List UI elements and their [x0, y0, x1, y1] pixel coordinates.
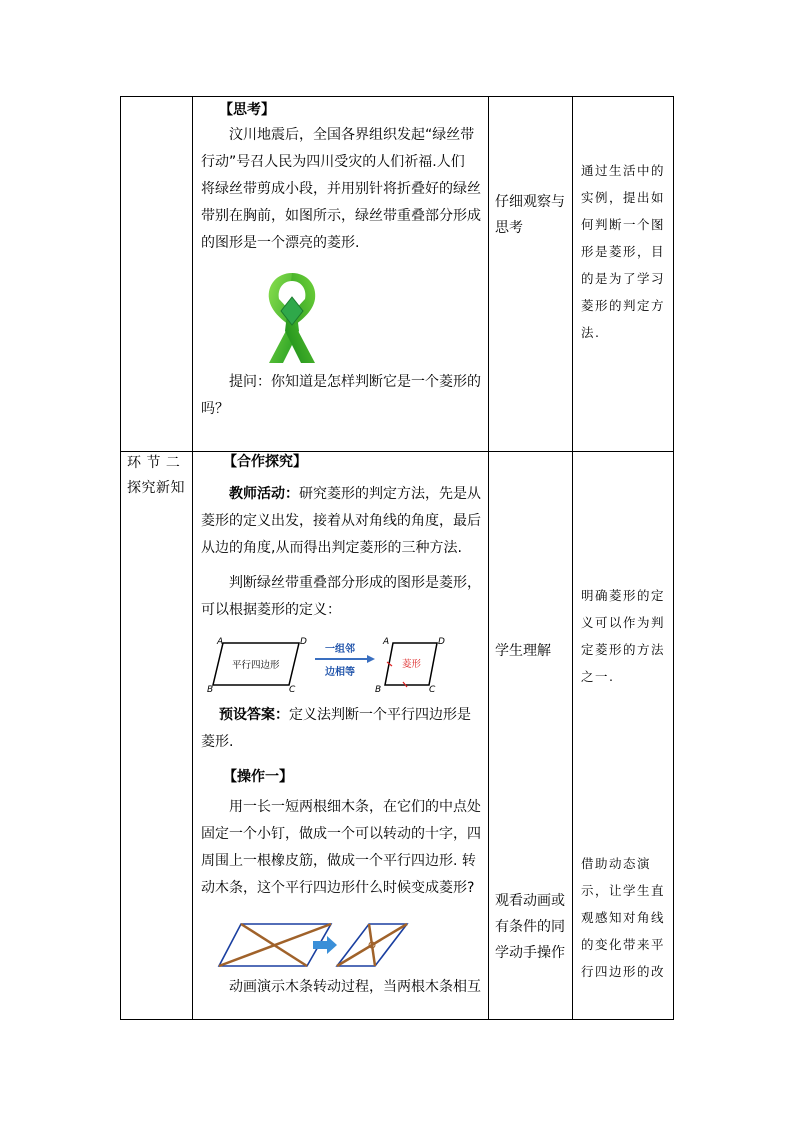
operation-line-3: 周围上一根橡皮筋，做成一个平行四边形. 转: [201, 853, 476, 869]
intent-line-1: 通过生活中的: [581, 163, 666, 178]
teacher-line-1: 教师活动：研究菱形的判定方法，先是从: [229, 486, 481, 502]
intent2-line-1: 明确菱形的定: [581, 588, 666, 603]
think-para-line-3: 将绿丝带剪成小段，并用别针将折叠好的绿丝: [201, 181, 481, 197]
arrow-right-icon: [313, 936, 337, 954]
student-activity-line-2: 思考: [495, 220, 523, 236]
intent3-line-1: 借助动态演: [581, 856, 652, 871]
green-ribbon-image: [255, 267, 329, 367]
section-label-line-1: 环 节 二: [127, 455, 181, 471]
judge-line-1: 判断绿丝带重叠部分形成的图形是菱形，: [229, 575, 481, 591]
section-label-line-2: 探究新知: [127, 480, 185, 496]
definition-figure: [207, 635, 447, 695]
intent3-line-4: 的变化带来平: [581, 937, 666, 952]
section-cell-empty: [121, 97, 193, 452]
rhombus-vertex-c: C: [429, 685, 436, 695]
student-cell-explore: [489, 452, 573, 1020]
intent-line-3: 何判断一个图: [581, 217, 666, 232]
intent-line-2: 实例，提出如: [581, 190, 666, 205]
intent3-line-5: 行四边形的改: [581, 964, 666, 979]
rhombus-vertex-d: D: [438, 637, 445, 647]
student-operate-line-2: 有条件的同: [495, 919, 565, 935]
table-row: [121, 97, 674, 452]
content-cell-explore: [193, 452, 489, 1020]
condition-line-2: 边相等: [325, 667, 355, 678]
rhombus-label: 菱形: [402, 659, 422, 670]
explore-heading: 【合作探究】: [223, 454, 307, 470]
lesson-plan-table: [120, 96, 674, 1020]
rhombus-vertex-b: B: [375, 685, 382, 695]
rhombus-vertex-a: A: [383, 637, 390, 647]
intent-cell-explore: [573, 452, 674, 1020]
condition-line-1: 一组邻: [325, 644, 355, 655]
content-cell-think: [193, 97, 489, 452]
teacher-label: 教师活动：: [229, 486, 299, 502]
table-row: [121, 452, 674, 1020]
vertex-c-label: C: [289, 685, 296, 695]
answer-label: 预设答案：: [219, 707, 289, 723]
intent3-line-2: 示，让学生直: [581, 883, 666, 898]
answer-line-2: 菱形.: [201, 734, 234, 750]
intent-line-6: 菱形的判定方: [581, 298, 666, 313]
question-line-1: 提问：你知道是怎样判断它是一个菱形的: [229, 374, 481, 390]
think-heading: 【思考】: [219, 102, 275, 118]
judge-line-2: 可以根据菱形的定义：: [201, 602, 341, 618]
rhombus-sticks: [337, 924, 407, 966]
operation-heading: 【操作一】: [223, 769, 293, 785]
vertex-b-label: B: [207, 685, 214, 695]
intent2-line-2: 义可以作为判: [581, 615, 666, 630]
intent3-line-3: 观感知对角线: [581, 910, 666, 925]
student-activity-line-1: 仔细观察与: [495, 194, 565, 210]
parallelogram-label: 平行四边形: [232, 660, 280, 671]
operation-line-1: 用一长一短两根细木条，在它们的中点处: [229, 799, 481, 815]
think-para-line-4: 带别在胸前，如图所示，绿丝带重叠部分形成: [201, 208, 481, 224]
intent2-line-3: 定菱形的方法: [581, 642, 666, 657]
student-operate-line-1: 观看动画或: [495, 893, 565, 909]
think-para-line-5: 的图形是一个漂亮的菱形.: [201, 235, 360, 251]
vertex-a-label: A: [217, 637, 224, 647]
operation-line-4: 动木条，这个平行四边形什么时候变成菱形?: [201, 880, 475, 896]
intent-cell-think: [573, 97, 674, 452]
question-line-2: 吗？: [201, 401, 229, 417]
intent-line-7: 法.: [581, 325, 601, 340]
student-cell-observe: [489, 97, 573, 452]
intent-line-4: 形是菱形，目: [581, 244, 666, 259]
vertex-d-label: D: [300, 637, 307, 647]
think-para-line-1: 汶川地震后，全国各界组织发起“绿丝带: [229, 127, 475, 143]
arrow-right-icon: [315, 655, 375, 663]
think-para-line-2: 行动”号召人民为四川受灾的人们祈福.人们: [201, 154, 465, 170]
teacher-line-2: 菱形的定义出发，接着从对角线的角度，最后: [201, 513, 481, 529]
stick-rotation-figure: [217, 922, 413, 970]
student-operate-line-3: 学动手操作: [495, 945, 565, 961]
operation-line-2: 固定一个小钉，做成一个可以转动的十字，四: [201, 826, 481, 842]
animation-line: 动画演示木条转动过程，当两根木条相互: [229, 979, 481, 995]
intent-line-5: 的是为了学习: [581, 271, 666, 286]
teacher-line-3: 从边的角度,从而得出判定菱形的三种方法.: [201, 540, 462, 556]
intent2-line-4: 之一.: [581, 669, 615, 684]
answer-line-1: 预设答案：定义法判断一个平行四边形是: [219, 707, 471, 723]
student-understand: 学生理解: [495, 643, 551, 659]
section-cell: [121, 452, 193, 1020]
